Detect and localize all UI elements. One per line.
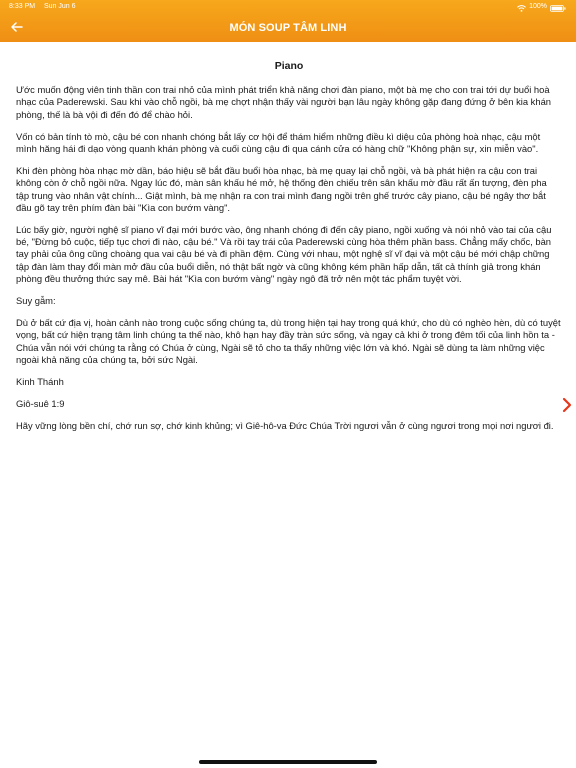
article-paragraph: Ước muốn động viên tinh thần con trai nhỏ của mình phát triển khả năng chơi đàn piano, một bà mẹ cho con trai tới dự buổi hoà nhạc của Paderewski. Sau khi vào chỗ ngồi, bà mẹ chợt nhận thấy vài người bạn lâu ngày không gặp đang đứng ở bên kia khán phòng, thế là bà vội đi đến đó để chào hỏi. [16, 84, 551, 120]
battery-percent: 100% [529, 3, 547, 10]
battery-icon [550, 4, 566, 11]
app-header [0, 0, 576, 42]
chevron-right-icon [561, 400, 573, 417]
reflection-heading: Suy gẫm: [16, 295, 56, 307]
scripture-heading: Kinh Thánh [16, 376, 64, 388]
scripture-reference: Giô-suê 1:9 [16, 398, 65, 410]
article-title: Piano [274, 60, 304, 72]
article-paragraph: Dù ở bất cứ địa vị, hoàn cảnh nào trong cuộc sống chúng ta, dù trong hiện tại hay trong quá khứ, cho dù có nghèo hèn, dù có tuyệt vọng, bất cứ hiện trạng tâm linh chúng ta thế nào, khô hạn hay đầy tràn sức sống, và ngay cả khi ở trong đêm tối của linh hồn ta - Chúa vẫn nói với chúng ta rằng có Chúa ở cùng, Ngài sẽ tỏ cho ta thấy những việc lớn và khó. Ngài sẽ dùng ta làm những việc ngoài khả năng của chúng ta, bởi sức Ngài. [16, 317, 561, 365]
status-bar [0, 0, 576, 14]
article-paragraph: Lúc bấy giờ, người nghệ sĩ piano vĩ đại mới bước vào, ông nhanh chóng đi đến cây piano, ngồi xuống và nói nhỏ vào tai của cậu bé, "Đừng bỏ cuộc, tiếp tục chơi đi nào, cậu bé." Và rồi tay trái của Paderewski cùng hòa thêm phần bass. Chẳng mấy chốc, bàn tay phải của ông cũng choàng qua vai cậu bé và đi phần đệm. Cùng với nhau, một nghệ sĩ vĩ đại và một cậu bé mới chập chững tập đàn làm thay đổi màn mở đầu của buổi diễn, nó thật bất ngờ và cũng không kém phần hấp dẫn, tất cả thính giả trong khán phòng đều thưởng thức say mê. Bài hát "Kìa con bướm vàng" ngày ngô đã trở nên một tác phẩm tuyệt vời. [16, 224, 552, 284]
next-article-button[interactable] [561, 397, 573, 413]
nav-bar [0, 14, 576, 42]
article-paragraph: Khi đèn phòng hòa nhạc mờ dần, báo hiệu sẽ bắt đầu buổi hòa nhạc, bà mẹ quay lại chỗ ngồi, và bà phát hiện ra cậu con trai không còn ở chỗ ngồi nữa. Ngay lúc đó, màn sân khấu hé mở, hệ thống đèn chiếu trên sân khấu mờ đầu rất ấn tượng, đèn pha tập trung vào nhân vật chính... Giật mình, bà mẹ nhận ra con trai mình đang ngồi trên ghế trước cây piano, cậu bé ngây thơ bắt đầu gõ tay trên phím đàn bài "Kìa con bướm vàng". [16, 165, 547, 213]
wifi-icon [517, 4, 526, 11]
status-time: 8:33 PM [9, 3, 36, 10]
home-indicator [199, 760, 377, 764]
status-indicators [517, 0, 566, 14]
scripture-verse: Hãy vững lòng bền chí, chớ run sợ, chớ kinh khủng; vì Giê-hô-va Đức Chúa Trời ngươi vẫn ở cùng ngươi trong mọi nơi ngươi đi. [16, 420, 554, 432]
page-title: MÓN SOUP TÂM LINH [229, 22, 347, 34]
article-paragraph: Vốn có bản tính tò mò, cậu bé con nhanh chóng bắt lấy cơ hội để thám hiểm những điều kì diệu của phòng hoà nhạc, cậu một mình hăng hái đi dạo vòng quanh khán phòng và cuối cùng cậu đi qua cánh cửa có hàng chữ "Không phận sự, xin miễn vào". [16, 130, 541, 155]
article-content [16, 56, 562, 443]
status-date: Sun Jun 6 [44, 3, 76, 10]
